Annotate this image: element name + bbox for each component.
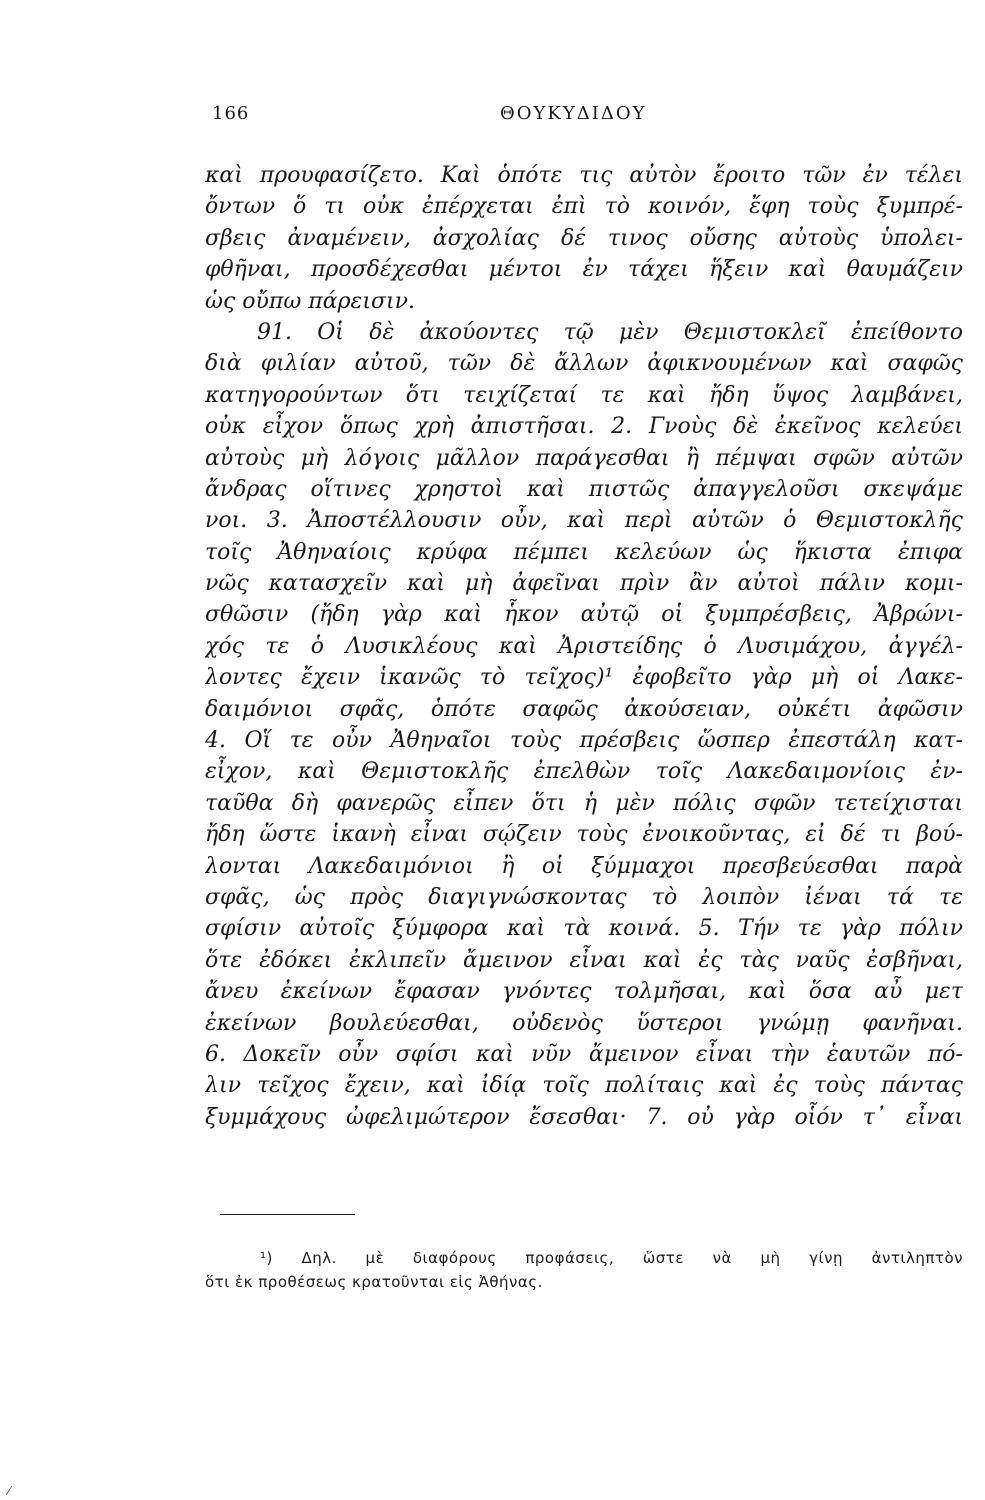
text-line: νοι. 3. Ἀποστέλλουσιν οὖν, καὶ περὶ αὐτῶν ὁ Θεμιστοκλῆς [205,508,963,534]
running-head: ΘΟΥΚΥΔΙΔΟΥ [500,103,647,124]
footnote-divider [220,1214,355,1215]
text-line: χός τε ὁ Λυσικλέους καὶ Ἀριστείδης ὁ Λυσιμάχου, ἀγγέλ- [205,633,963,659]
text-line: διὰ φιλίαν αὐτοῦ, τῶν δὲ ἄλλων ἀφικνουμένων καὶ σαφῶς [205,351,963,377]
text-line: κατηγορούντων ὅτι τειχίζεταί τε καὶ ἤδη ὕψος λαμβάνει, [205,382,963,408]
text-line: ἄνδρας οἵτινες χρηστοὶ καὶ πιστῶς ἀπαγγελοῦσι σκεψάμε [205,476,963,502]
text-line: εἶχον, καὶ Θεμιστοκλῆς ἐπελθὼν τοῖς Λακεδαιμονίοις ἐν- [205,759,963,785]
text-line: ὡς οὔπω πάρεισιν. [205,288,415,314]
text-line: 6. Δοκεῖν οὖν σφίσι καὶ νῦν ἄμεινον εἶναι τὴν ἑαυτῶν πό- [205,1041,963,1067]
text-line: σφίσιν αὐτοῖς ξύμφορα καὶ τὰ κοινά. 5. Τήν τε γὰρ πόλιν [205,916,963,942]
text-line: λονται Λακεδαιμόνιοι ἢ οἱ ξύμμαχοι πρεσβεύεσθαι παρὰ [205,853,963,879]
footnote-line: ὅτι ἐκ προθέσεως κρατοῦνται εἰς Ἀθήνας. [205,1273,543,1291]
text-line: σθῶσιν (ἤδη γὰρ καὶ ἧκον αὐτῷ οἱ ξυμπρέσβεις, Ἀβρώνι- [205,602,963,628]
text-line: οὐκ εἶχον ὅπως χρὴ ἀπιστῆσαι. 2. Γνοὺς δὲ ἐκεῖνος κελεύει [205,414,963,440]
text-line: ἤδη ὥστε ἱκανὴ εἶναι σῴζειν τοὺς ἐνοικοῦντας, εἰ δέ τι βού- [205,822,963,848]
text-line: φθῆναι, προσδέχεσθαι μέντοι ἐν τάχει ἥξειν καὶ θαυμάζειν [205,257,963,283]
text-line: ἐκείνων βουλεύεσθαι, οὐδενὸς ὕστεροι γνώμῃ φανῆναι. [205,1010,963,1036]
text-line: ταῦθα δὴ φανερῶς εἶπεν ὅτι ἡ μὲν πόλις σφῶν τετείχισται [205,790,963,816]
text-line: τοῖς Ἀθηναίοις κρύφα πέμπει κελεύων ὡς ἥκιστα ἐπιφα [205,539,963,565]
scan-mark-icon: ⁄ [8,1484,11,1498]
footnote-line: ¹) Δηλ. μὲ διαφόρους προφάσεις, ὥστε νὰ μὴ γίνῃ ἀντιληπτὸν [260,1249,963,1267]
text-line: ξυμμάχους ὠφελιμώτερον ἔσεσθαι· 7. οὐ γὰρ οἷόν τ᾽ εἶναι [205,1104,963,1130]
text-line: ὄντων ὅ τι οὐκ ἐπέρχεται ἐπὶ τὸ κοινόν, ἔφη τοὺς ξυμπρέ- [205,194,963,220]
text-line: ἄνευ ἐκείνων ἔφασαν γνόντες τολμῆσαι, καὶ ὅσα αὖ μετ [205,979,963,1005]
text-line: δαιμόνιοι σφᾶς, ὁπότε σαφῶς ἀκούσειαν, οὐκέτι ἀφῶσιν [205,696,963,722]
text-line: 91. Οἱ δὲ ἀκούοντες τῷ μὲν Θεμιστοκλεῖ ἐπείθοντο [257,319,963,345]
text-line: σβεις ἀναμένειν, ἀσχολίας δέ τινος οὔσης αὐτοὺς ὑπολει- [205,225,963,251]
footnote [205,1246,963,1294]
text-line: λοντες ἔχειν ἱκανῶς τὸ τεῖχος)¹ ἐφοβεῖτο γὰρ μὴ οἱ Λακε- [205,665,963,691]
page-number: 166 [212,103,250,124]
main-text [205,160,963,1133]
text-line: αὐτοὺς μὴ λόγοις μᾶλλον παράγεσθαι ἢ πέμψαι σφῶν αὐτῶν [205,445,963,471]
text-line: καὶ προυφασίζετο. Καὶ ὁπότε τις αὐτὸν ἔροιτο τῶν ἐν τέλει [205,163,963,188]
text-line: 4. Οἵ τε οὖν Ἀθηναῖοι τοὺς πρέσβεις ὥσπερ ἐπεστάλη κατ- [205,728,963,754]
text-line: νῶς κατασχεῖν καὶ μὴ ἀφεῖναι πρὶν ἂν αὐτοὶ πάλιν κομι- [205,571,963,597]
text-line: ὅτε ἐδόκει ἐκλιπεῖν ἄμεινον εἶναι καὶ ἐς τὰς ναῦς ἐσβῆναι, [205,947,963,973]
text-line: λιν τεῖχος ἔχειν, καὶ ἰδίᾳ τοῖς πολίταις καὶ ἐς τοὺς πάντας [205,1073,963,1099]
text-line: σφᾶς, ὡς πρὸς διαγιγνώσκοντας τὸ λοιπὸν ἰέναι τά τε [205,884,963,910]
